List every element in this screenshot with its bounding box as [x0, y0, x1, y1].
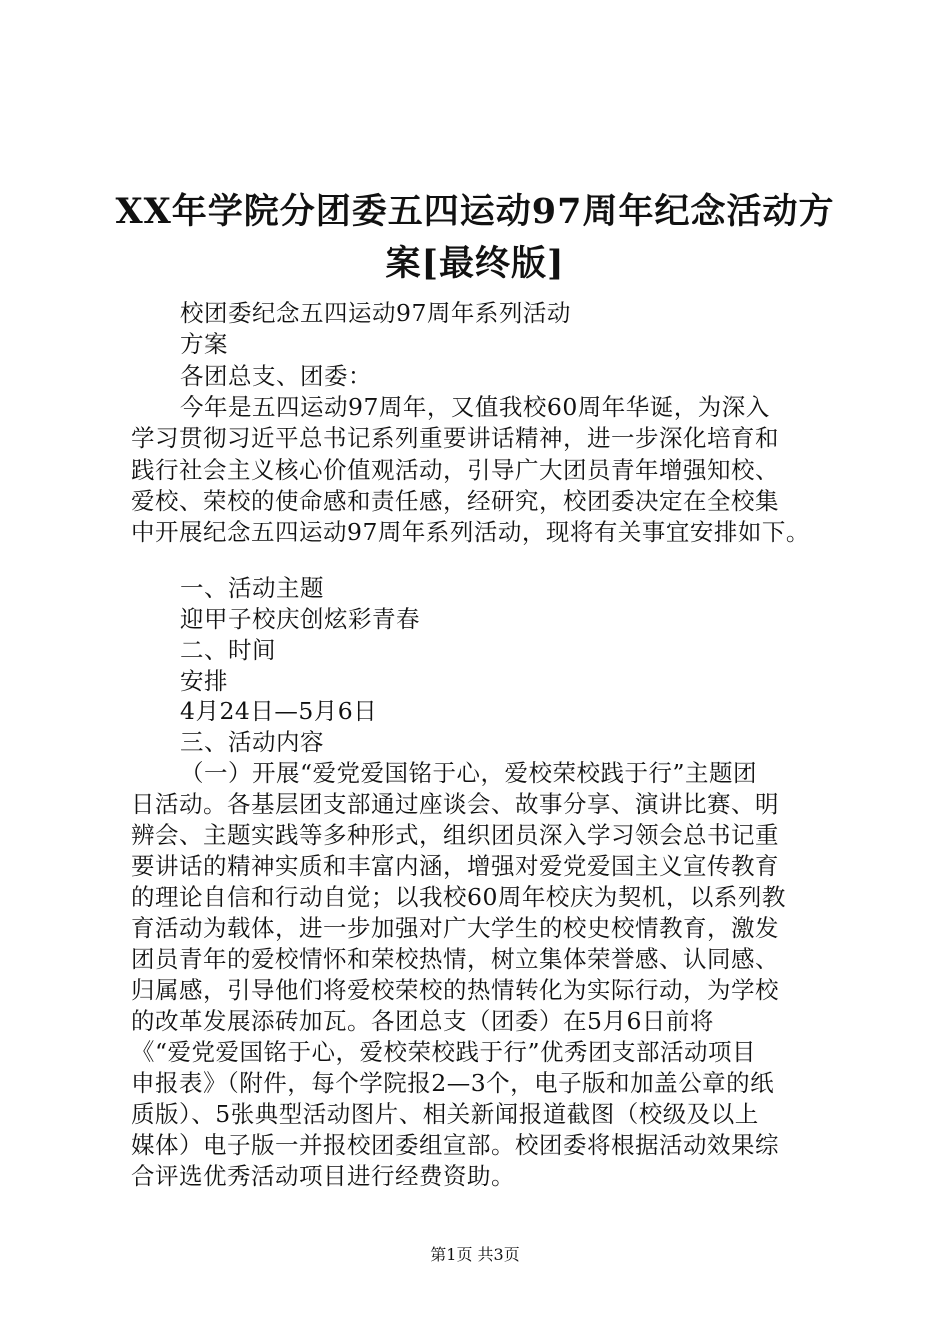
body-line: 的理论自信和行动自觉；以我校60周年校庆为契机，以系列教	[131, 883, 786, 911]
body-line: 践行社会主义核心价值观活动，引导广大团员青年增强知校、	[131, 456, 779, 484]
body-line: 中开展纪念五四运动97周年系列活动，现将有关事宜安排如下。	[131, 518, 810, 546]
section-heading: 二、时间	[180, 636, 276, 664]
section-heading: 一、活动主题	[180, 574, 324, 602]
body-line: 日活动。各基层团支部通过座谈会、故事分享、演讲比赛、明	[131, 790, 779, 818]
body-line: 4月24日—5月6日	[180, 697, 378, 725]
body-line: 育活动为载体，进一步加强对广大学生的校史校情教育，激发	[131, 914, 779, 942]
body-line: 要讲话的精神实质和丰富内涵，增强对爱党爱国主义宣传教育	[131, 852, 779, 880]
body-line: 团员青年的爱校情怀和荣校热情，树立集体荣誉感、认同感、	[131, 945, 779, 973]
body-line: （一）开展“爱党爱国铭于心，爱校荣校践于行”主题团	[180, 759, 758, 787]
body-line: 媒体）电子版一并报校团委组宣部。校团委将根据活动效果综	[131, 1131, 779, 1159]
body-line: 迎甲子校庆创炫彩青春	[180, 605, 420, 633]
section-heading: 三、活动内容	[180, 728, 324, 756]
body-line: 爱校、荣校的使命感和责任感，经研究，校团委决定在全校集	[131, 487, 779, 515]
body-line: 质版）、5张典型活动图片、相关新闻报道截图（校级及以上	[131, 1100, 759, 1128]
body-line: 合评选优秀活动项目进行经费资助。	[131, 1162, 515, 1190]
body-line: 今年是五四运动97周年，又值我校60周年华诞，为深入	[180, 393, 770, 421]
body-line: 《“爱党爱国铭于心，爱校荣校践于行”优秀团支部活动项目	[131, 1038, 757, 1066]
subtitle-line: 校团委纪念五四运动97周年系列活动	[180, 299, 571, 327]
document-title-line-1: XX年学院分团委五四运动97周年纪念活动方	[115, 191, 835, 232]
document-title-line-2: 案[最终版]	[385, 243, 565, 284]
body-line: 辨会、主题实践等多种形式，组织团员深入学习领会总书记重	[131, 821, 779, 849]
body-line: 安排	[180, 667, 228, 695]
body-line: 申报表》（附件，每个学院报2—3个，电子版和加盖公章的纸	[131, 1069, 775, 1097]
page-footer: 第1页 共3页	[430, 1245, 520, 1264]
body-line: 归属感，引导他们将爱校荣校的热情转化为实际行动，为学校	[131, 976, 779, 1004]
body-line: 学习贯彻习近平总书记系列重要讲话精神，进一步深化培育和	[131, 424, 779, 452]
body-line: 的改革发展添砖加瓦。各团总支（团委）在5月6日前将	[131, 1007, 714, 1035]
subtitle-line: 方案	[180, 330, 228, 358]
salutation: 各团总支、团委：	[180, 362, 372, 390]
